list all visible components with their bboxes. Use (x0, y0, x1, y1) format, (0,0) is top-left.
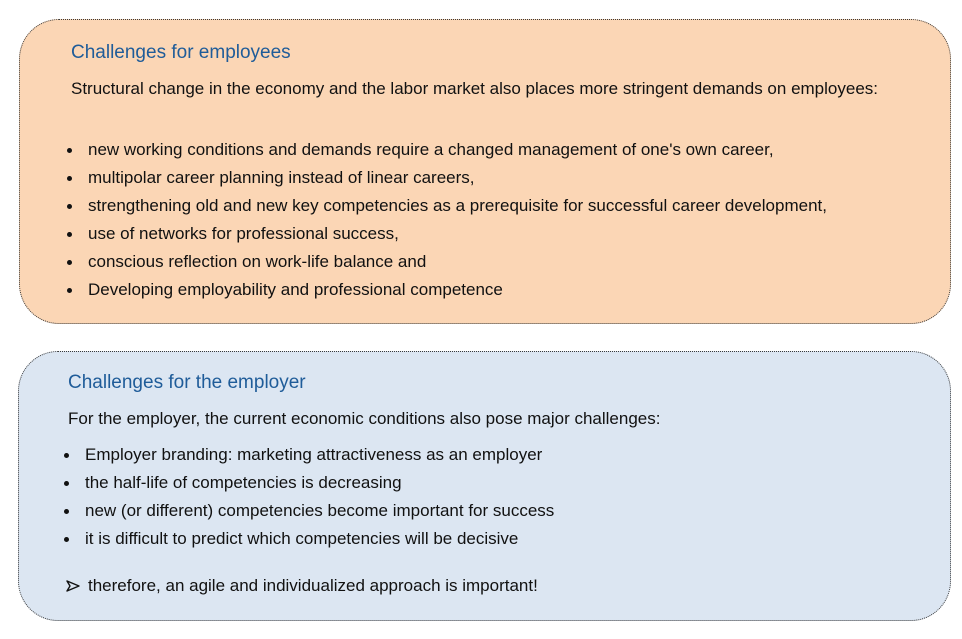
list-item-text: Developing employability and professional competence (88, 280, 503, 299)
bullet-icon (64, 509, 69, 514)
employees-challenges-panel (19, 19, 951, 324)
conclusion-text: therefore, an agile and individualized approach is important! (88, 576, 538, 595)
list-item (67, 136, 827, 164)
list-item (64, 441, 554, 469)
employees-panel-intro: Structural change in the economy and the labor market also places more stringent demands on employees: (71, 79, 879, 98)
list-item-text: the half-life of competencies is decreasing (85, 473, 402, 492)
employees-bullet-list (67, 136, 827, 304)
bullet-icon (67, 232, 72, 237)
list-item-text: conscious reflection on work-life balance and (88, 252, 427, 271)
list-item (67, 220, 827, 248)
bullet-icon (67, 204, 72, 209)
list-item (67, 192, 827, 220)
bullet-icon (67, 176, 72, 181)
list-item-text: new working conditions and demands require a changed management of one's own career, (88, 140, 774, 159)
list-item (64, 469, 554, 497)
bullet-icon (64, 481, 69, 486)
employer-panel-title: Challenges for the employer (68, 372, 306, 393)
employer-panel-intro: For the employer, the current economic conditions also pose major challenges: (68, 409, 661, 428)
employees-panel-title: Challenges for employees (71, 42, 291, 63)
list-item (67, 276, 827, 304)
bullet-icon (67, 288, 72, 293)
bullet-icon (67, 260, 72, 265)
bullet-icon (64, 453, 69, 458)
employer-conclusion (66, 575, 538, 597)
list-item-text: Employer branding: marketing attractiveness as an employer (85, 445, 543, 464)
list-item (64, 525, 554, 553)
employer-bullet-list (64, 441, 554, 553)
bullet-icon (64, 537, 69, 542)
employer-challenges-panel (18, 351, 951, 621)
bullet-icon (67, 148, 72, 153)
list-item-text: use of networks for professional success, (88, 224, 399, 243)
list-item-text: new (or different) competencies become important for success (85, 501, 555, 520)
list-item (67, 164, 827, 192)
list-item-text: it is difficult to predict which competencies will be decisive (85, 529, 519, 548)
list-item (67, 248, 827, 276)
list-item-text: strengthening old and new key competencies as a prerequisite for successful career development, (88, 196, 827, 215)
arrow-bullet-icon (66, 580, 80, 592)
list-item-text: multipolar career planning instead of linear careers, (88, 168, 475, 187)
list-item (64, 497, 554, 525)
